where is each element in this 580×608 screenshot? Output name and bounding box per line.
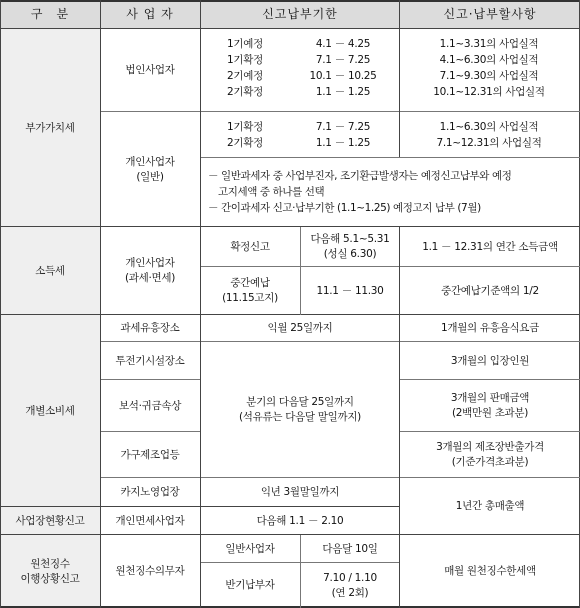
income-final-period-sub: (성실 6.30) bbox=[323, 248, 377, 260]
income-taxpayer-name: 개인사업자 bbox=[125, 257, 175, 269]
withholding-taxpayer: 원천징수의무자 bbox=[115, 565, 185, 577]
income-interim-period: 11.1 － 11.30 bbox=[316, 284, 384, 297]
rule-excise-r1-end bbox=[100, 341, 580, 342]
biz-taxpayer: 개인면세사업자 bbox=[115, 514, 185, 527]
excise-category: 개별소비세 bbox=[25, 404, 75, 417]
header-taxpayer: 사 업 자 bbox=[126, 7, 174, 21]
vat-indiv-schedule bbox=[206, 120, 576, 152]
vat-corp-taxpayer: 법인사업자 bbox=[125, 64, 175, 76]
vat-corp-term: 1기확정 bbox=[227, 54, 263, 66]
excise-r5-taxpayer: 카지노영업장 bbox=[120, 486, 180, 498]
excise-quarter-period-main: 분기의 다음달 25일까지 bbox=[246, 396, 354, 408]
note-line: － 일반과세자 중 사업부진자, 조기환급발생자는 예정신고납부와 예정 bbox=[208, 170, 512, 182]
excise-r3-subject-sub: (2백만원 초과분) bbox=[451, 407, 529, 419]
rule-vat-corp-end bbox=[100, 111, 580, 112]
vat-corp-period: 4.1 － 4.25 bbox=[315, 38, 371, 50]
vat-category: 부가가치세 bbox=[25, 121, 75, 134]
rule-biz-end bbox=[0, 534, 580, 535]
withholding-half-term: 반기납부자 bbox=[225, 579, 275, 591]
excise-r2-subject: 3개월의 입장인원 bbox=[450, 354, 530, 367]
header-category: 구 분 bbox=[30, 7, 70, 21]
excise-r4-taxpayer: 가구제조업등 bbox=[120, 448, 180, 461]
vat-indiv-sub: (일반) bbox=[136, 170, 164, 183]
vat-corp-term: 1기예정 bbox=[227, 38, 263, 50]
border-left bbox=[0, 0, 1, 608]
withholding-general-period: 다음달 10일 bbox=[322, 542, 378, 555]
vat-corp-subject: 1.1~3.31의 사업실적 bbox=[439, 38, 539, 50]
income-final-period bbox=[300, 227, 400, 267]
vat-indiv-term: 1기확정 bbox=[227, 121, 263, 133]
annual-sales-subject: 1년간 총매출액 bbox=[455, 500, 525, 512]
rule-header bbox=[0, 28, 580, 29]
withholding-half-period bbox=[300, 563, 400, 608]
income-interim-subject: 중간예납기준액의 1/2 bbox=[441, 284, 539, 297]
excise-r2-taxpayer: 투전기시설장소 bbox=[115, 354, 185, 367]
vat-indiv-period: 7.1 － 7.25 bbox=[315, 121, 371, 133]
note-line: － 간이과세자 신고·납부기한 (1.1~1.25) 예정고지 납부 (7월) bbox=[208, 202, 481, 214]
rule-excise-r3-taxpayer bbox=[100, 431, 200, 432]
border-top bbox=[0, 0, 580, 2]
rule-vat-end bbox=[0, 226, 580, 227]
income-final-subject: 1.1 － 12.31의 연간 소득금액 bbox=[422, 240, 558, 253]
vat-corp-period: 1.1 － 1.25 bbox=[315, 86, 371, 98]
withholding-category-main: 원천징수 bbox=[30, 557, 70, 570]
income-interim-term bbox=[200, 267, 300, 315]
income-taxpayer-sub: (과세·면세) bbox=[124, 272, 175, 284]
income-final-period-main: 다음해 5.1~5.31 bbox=[310, 233, 390, 245]
header-filing-period: 신고납부기한 bbox=[262, 7, 338, 21]
vat-corp-subject: 7.1~9.30의 사업실적 bbox=[439, 70, 539, 82]
rule-income-final-end bbox=[200, 266, 580, 267]
income-final-term: 확정신고 bbox=[230, 240, 270, 253]
rule-vat-notes-start bbox=[200, 157, 580, 158]
rule-income-end bbox=[0, 314, 580, 315]
excise-r1-taxpayer: 과세유흥장소 bbox=[120, 322, 180, 334]
rule-col-subject-vat bbox=[399, 0, 400, 157]
excise-r5-period: 익년 3월말일까지 bbox=[260, 486, 340, 498]
vat-indiv-subject: 7.1~12.31의 사업실적 bbox=[436, 137, 542, 149]
withholding-half-period-main: 7.10 / 1.10 bbox=[323, 571, 377, 584]
vat-indiv-taxpayer bbox=[100, 112, 200, 227]
vat-corp-term: 2기확정 bbox=[227, 86, 263, 98]
vat-corp-period: 7.1 － 7.25 bbox=[315, 54, 371, 66]
header-filing-subject: 신고·납부할사항 bbox=[443, 7, 537, 21]
excise-r3-subject bbox=[400, 380, 580, 432]
excise-r4-subject-sub: (기준가격초과분) bbox=[451, 456, 529, 468]
withholding-half-period-sub: (연 2회) bbox=[331, 586, 369, 599]
income-interim-term-main: 중간예납 bbox=[230, 277, 270, 289]
vat-indiv-term: 2기확정 bbox=[227, 137, 263, 149]
rule-withholding-mid bbox=[300, 535, 301, 608]
rule-excise-r2-subject bbox=[400, 379, 580, 380]
biz-category: 사업장현황신고 bbox=[15, 514, 85, 527]
vat-indiv-subject: 1.1~6.30의 사업실적 bbox=[439, 121, 539, 133]
withholding-subject: 매월 원천징수한세액 bbox=[444, 565, 536, 577]
rule-excise-r2-taxpayer bbox=[100, 379, 200, 380]
vat-corp-subject: 10.1~12.31의 사업실적 bbox=[433, 86, 545, 98]
rule-income-mid bbox=[300, 227, 301, 315]
rule-col-period bbox=[200, 0, 201, 608]
income-interim-term-sub: (11.15고지) bbox=[222, 292, 278, 304]
excise-r3-taxpayer: 보석·귀금속상 bbox=[118, 399, 182, 412]
income-category: 소득세 bbox=[35, 264, 65, 277]
excise-r4-subject bbox=[400, 432, 580, 478]
rule-col-subject-rest bbox=[399, 227, 400, 608]
vat-indiv-name: 개인사업자 bbox=[125, 155, 175, 168]
vat-corp-subject: 4.1~6.30의 사업실적 bbox=[439, 54, 539, 66]
excise-r1-subject: 1개월의 유흥음식요금 bbox=[440, 322, 539, 334]
excise-r1-period: 익월 25일까지 bbox=[267, 322, 333, 334]
withholding-general-term: 일반사업자 bbox=[225, 542, 275, 555]
excise-quarter-period-sub: (석유류는 다음달 말일까지) bbox=[239, 411, 361, 423]
excise-quarter-period bbox=[200, 342, 400, 478]
rule-col-taxpayer bbox=[100, 0, 101, 608]
excise-r3-subject-main: 3개월의 판매금액 bbox=[450, 392, 530, 404]
withholding-category-sub: 이행상황신고 bbox=[20, 572, 80, 585]
rule-excise-r3-subject bbox=[400, 431, 580, 432]
income-taxpayer bbox=[100, 227, 200, 315]
vat-corp-schedule bbox=[206, 37, 576, 101]
withholding-category bbox=[0, 535, 100, 608]
vat-corp-period: 10.1 － 10.25 bbox=[309, 70, 377, 82]
biz-period: 다음해 1.1 － 2.10 bbox=[256, 514, 344, 527]
vat-indiv-notes bbox=[208, 168, 576, 216]
rule-excise-r4-end bbox=[100, 477, 580, 478]
note-line: 고지세액 중 하나를 선택 bbox=[218, 186, 325, 198]
excise-r4-subject-main: 3개월의 제조장반출가격 bbox=[436, 441, 544, 453]
vat-corp-term: 2기예정 bbox=[227, 70, 263, 82]
vat-indiv-period: 1.1 － 1.25 bbox=[315, 137, 371, 149]
